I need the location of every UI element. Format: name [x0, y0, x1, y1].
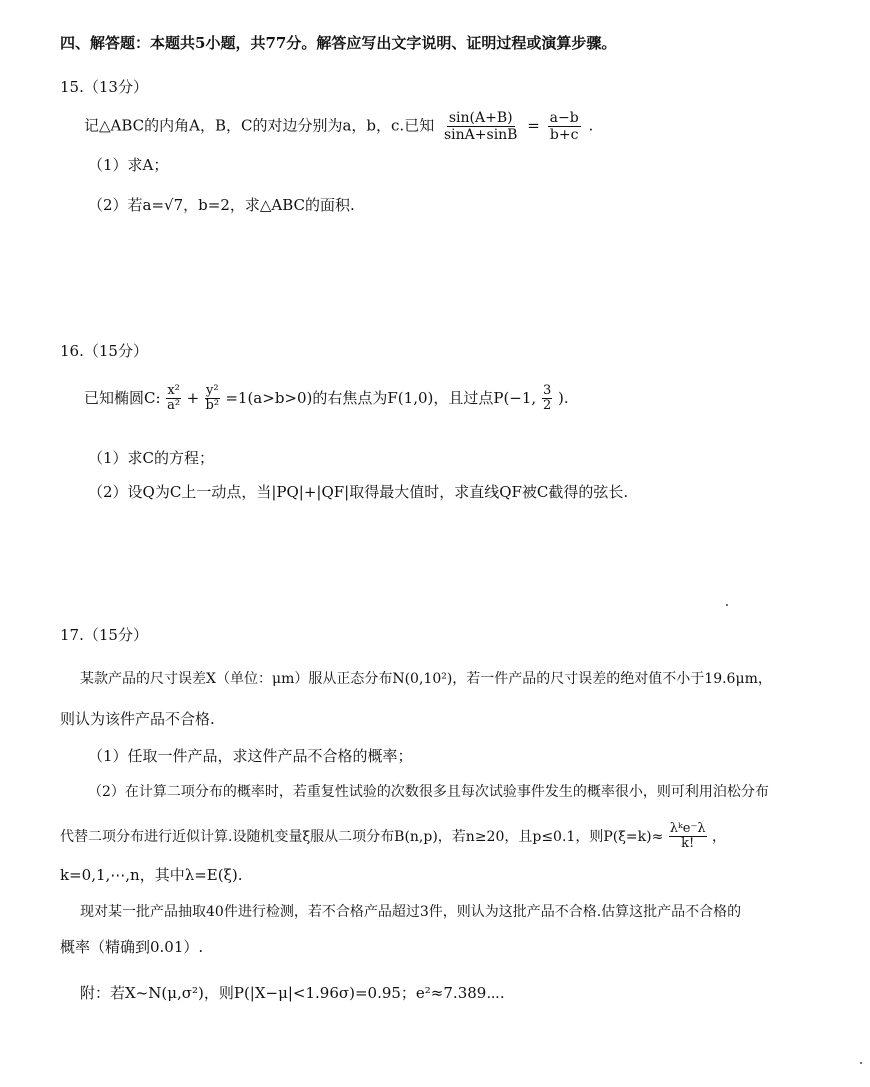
q17-part2d: 现对某一批产品抽取40件进行检测，若不合格产品超过3件，则认为这批产品不合格.估算这批产品不合格的: [80, 904, 742, 920]
q15-equals: =: [527, 116, 540, 135]
q16-fraction-x: [166, 384, 181, 414]
q15-frac1-denominator: sinA+sinB: [443, 127, 518, 144]
q16-part2: （2）设Q为C上一动点，当|PQ|+|QF|取得最大值时，求直线QF被C截得的弦长.: [88, 483, 629, 501]
q15-fraction-left: [442, 110, 520, 143]
q17-part2e: 概率（精确到0.01）.: [60, 938, 204, 956]
q17-part2a: （2）在计算二项分布的概率时，若重复性试验的次数很多且每次试验事件发生的概率很小，则可利用泊松分布: [88, 784, 769, 800]
q16-stem-text: 已知椭圆C:: [84, 388, 161, 407]
q16-fx-denominator: a²: [167, 398, 181, 414]
q17-line1: 某款产品的尺寸误差X（单位：μm）服从正态分布N(0,10²)，若一件产品的尺寸误差的绝对值不小于19.6μm，: [80, 671, 772, 687]
q16-fx-numerator: x²: [167, 383, 180, 398]
section-title: 四、解答题：本题共5小题，共77分。解答应写出文字说明、证明过程或演算步骤。: [60, 34, 617, 52]
q17-part2c: k=0,1,⋯,n，其中λ=E(ξ).: [60, 866, 243, 884]
q17-part2b-text: 代替二项分布进行近似计算.设随机变量ξ服从二项分布B(n,p)，若n≥20，且p≤0.1，则P(ξ=k)≈: [60, 828, 664, 845]
q15-frac1-numerator: sin(A+B): [448, 110, 513, 126]
q15-header: 15.（13分）: [60, 78, 148, 96]
q16-fy-denominator: b²: [205, 398, 220, 414]
q17-part2b: [60, 822, 726, 852]
q16-fraction-p: [542, 384, 552, 414]
q16-stem: [84, 384, 569, 414]
q15-fraction-right: [548, 110, 581, 143]
scan-speck-bottom: [860, 1062, 862, 1064]
q15-frac2-numerator: a−b: [549, 110, 579, 126]
q15-frac2-denominator: b+c: [549, 127, 579, 144]
q16-header: 16.（15分）: [60, 342, 148, 360]
q17-part2b-end: ，: [712, 828, 727, 845]
q16-fraction-y: [205, 384, 220, 414]
q17-part1: （1）任取一件产品，求这件产品不合格的概率；: [88, 747, 413, 765]
q15-part1: （1）求A；: [88, 156, 169, 174]
q17-poisson-numerator: λᵏe⁻λ: [669, 821, 706, 836]
q17-header: 17.（15分）: [60, 626, 148, 644]
q15-stem: [84, 110, 593, 143]
q16-fp-denominator: 2: [542, 398, 552, 414]
q17-line2: 则认为该件产品不合格.: [60, 710, 215, 728]
q17-poisson-fraction: [669, 822, 707, 852]
q16-part1: （1）求C的方程；: [88, 449, 215, 467]
q15-stem-text: 记△ABC的内角A，B，C的对边分别为a，b，c.已知: [84, 116, 435, 135]
scan-speck: [726, 604, 728, 606]
q16-stem-middle: =1(a>b>0)的右焦点为F(1,0)，且过点P(−1,: [225, 388, 537, 407]
q16-stem-end: ).: [558, 388, 569, 407]
q17-poisson-denominator: k!: [681, 836, 695, 852]
q16-fp-numerator: 3: [542, 383, 552, 398]
q15-part2: （2）若a=√7，b=2，求△ABC的面积.: [88, 196, 355, 214]
q16-fy-numerator: y²: [206, 383, 219, 398]
q16-plus: +: [186, 388, 200, 407]
q15-stem-end: .: [588, 116, 594, 135]
q17-appendix: 附：若X~N(μ,σ²)，则P(|X−μ|<1.96σ)=0.95；e²≈7.389⋯.: [80, 984, 505, 1002]
